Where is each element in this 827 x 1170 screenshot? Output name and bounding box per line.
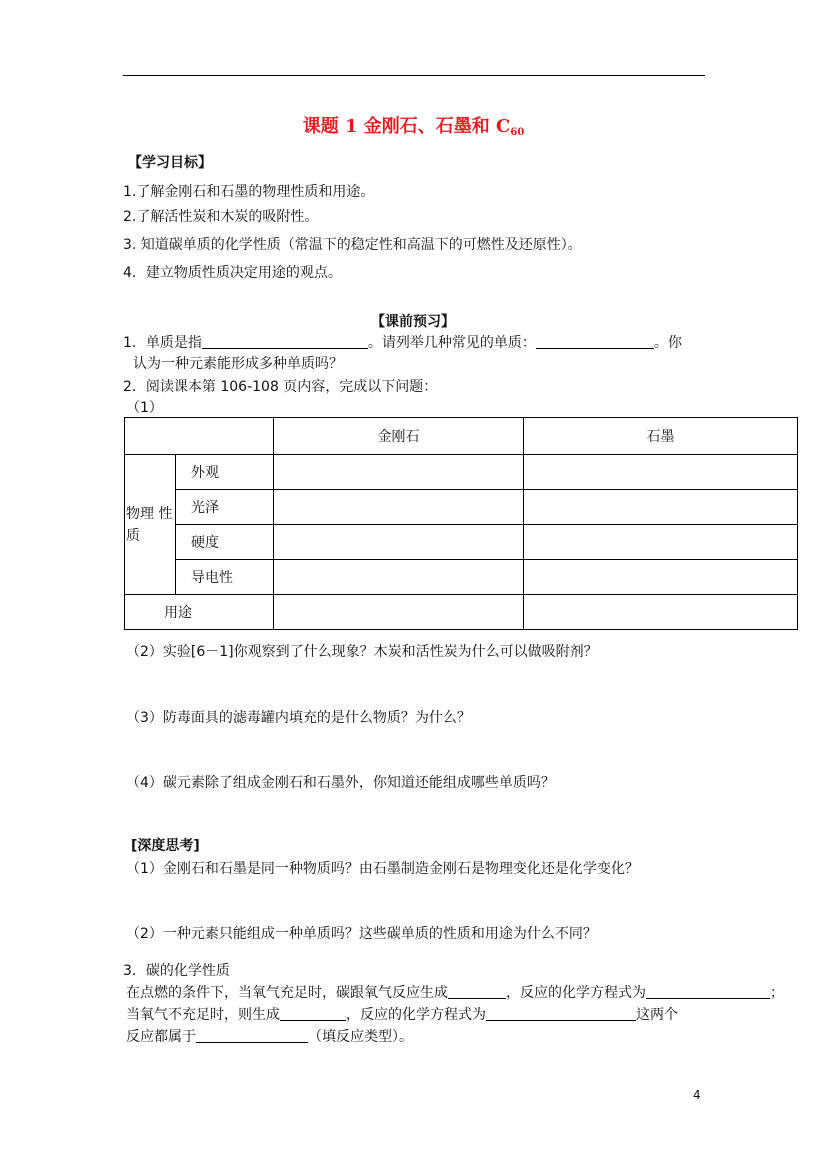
- answer-blank-equation-sufficient[interactable]: [646, 984, 770, 999]
- answer-blank-product-insufficient[interactable]: [280, 1006, 346, 1021]
- q3-line3-text-b: （填反应类型）。: [308, 1029, 413, 1045]
- q1-text-c: 。你: [653, 335, 682, 351]
- answer-blank-reaction-type[interactable]: [196, 1028, 308, 1043]
- row-group-physical-properties: 物理 性质: [125, 455, 176, 595]
- question-2-part-3: （3）防毒面具的滤毒罐内填充的是什么物质？为什么？: [126, 710, 471, 726]
- row-label-conductivity: 导电性: [176, 560, 274, 595]
- answer-cell-graphite-appearance[interactable]: [524, 455, 798, 490]
- question-2-part-1: （1）: [126, 400, 163, 416]
- answer-cell-graphite-uses[interactable]: [524, 595, 798, 630]
- q1-text-b: 。请列举几种常见的单质：: [367, 335, 536, 351]
- section-heading-deep-thinking: [深度思考]: [131, 838, 200, 854]
- question-3-line-2: [126, 1004, 678, 1024]
- q3-line1-text-b: ，反应的化学方程式为: [506, 985, 646, 1001]
- q3-line2-text-a: 当氧气不充足时，则生成: [126, 1007, 280, 1023]
- q3-line1-text-c: ；: [770, 985, 784, 1001]
- row-label-uses: 用途: [125, 595, 274, 630]
- goal-item-1: 1.了解金刚石和石墨的物理性质和用途。: [123, 184, 375, 200]
- answer-cell-diamond-conductivity[interactable]: [274, 560, 524, 595]
- title-text: 课题 1 金刚石、石墨和 C: [302, 116, 511, 137]
- page-title: [0, 112, 827, 138]
- answer-cell-diamond-luster[interactable]: [274, 490, 524, 525]
- answer-cell-graphite-hardness[interactable]: [524, 525, 798, 560]
- answer-cell-diamond-appearance[interactable]: [274, 455, 524, 490]
- question-2-part-4: （4）碳元素除了组成金刚石和石墨外，你知道还能组成哪些单质吗？: [126, 775, 555, 791]
- properties-table: [124, 417, 798, 630]
- row-label-hardness: 硬度: [176, 525, 274, 560]
- section-heading-goals: 【学习目标】: [128, 155, 212, 171]
- question-1-line-2: 认为一种元素能形成多种单质吗？: [133, 356, 343, 372]
- answer-blank-definition[interactable]: [202, 334, 368, 349]
- question-3-title: 3．碳的化学性质: [123, 963, 230, 979]
- column-header-graphite: 石墨: [524, 418, 798, 455]
- q1-text-a: 1．单质是指: [123, 335, 202, 351]
- question-1-line-1: [123, 332, 682, 352]
- answer-cell-graphite-conductivity[interactable]: [524, 560, 798, 595]
- column-header-diamond: 金刚石: [274, 418, 524, 455]
- question-3-line-3: [126, 1026, 413, 1046]
- goal-item-2: 2.了解活性炭和木炭的吸附性。: [123, 209, 319, 225]
- answer-blank-equation-insufficient[interactable]: [486, 1006, 636, 1021]
- header-rule: [123, 75, 705, 76]
- answer-cell-diamond-hardness[interactable]: [274, 525, 524, 560]
- goal-item-3: 3. 知道碳单质的化学性质（常温下的稳定性和高温下的可燃性及还原性）。: [123, 237, 582, 253]
- question-3-line-1: [126, 982, 784, 1002]
- table-corner-cell: [125, 418, 274, 455]
- answer-blank-elements[interactable]: [536, 334, 654, 349]
- row-label-luster: 光泽: [176, 490, 274, 525]
- answer-blank-product-sufficient[interactable]: [448, 984, 506, 999]
- goal-item-4: 4．建立物质性质决定用途的观点。: [123, 265, 342, 281]
- q3-line1-text-a: 在点燃的条件下，当氧气充足时，碳跟氧气反应生成: [126, 985, 448, 1001]
- thinking-question-2: （2）一种元素只能组成一种单质吗？这些碳单质的性质和用途为什么不同？: [126, 926, 597, 942]
- section-heading-preview: 【课前预习】: [371, 314, 455, 330]
- answer-cell-graphite-luster[interactable]: [524, 490, 798, 525]
- row-label-appearance: 外观: [176, 455, 274, 490]
- answer-cell-diamond-uses[interactable]: [274, 595, 524, 630]
- title-subscript: 60: [510, 127, 525, 138]
- q3-line2-text-c: 这两个: [636, 1007, 678, 1023]
- question-2-intro: 2．阅读课本第 106-108 页内容，完成以下问题：: [123, 379, 438, 395]
- q3-line3-text-a: 反应都属于: [126, 1029, 196, 1045]
- thinking-question-1: （1）金刚石和石墨是同一种物质吗？由石墨制造金刚石是物理变化还是化学变化？: [126, 861, 639, 877]
- page-number: 4: [693, 1088, 701, 1102]
- q3-line2-text-b: ，反应的化学方程式为: [346, 1007, 486, 1023]
- question-2-part-2: （2）实验[6－1]你观察到了什么现象？木炭和活性炭为什么可以做吸附剂？: [126, 644, 598, 660]
